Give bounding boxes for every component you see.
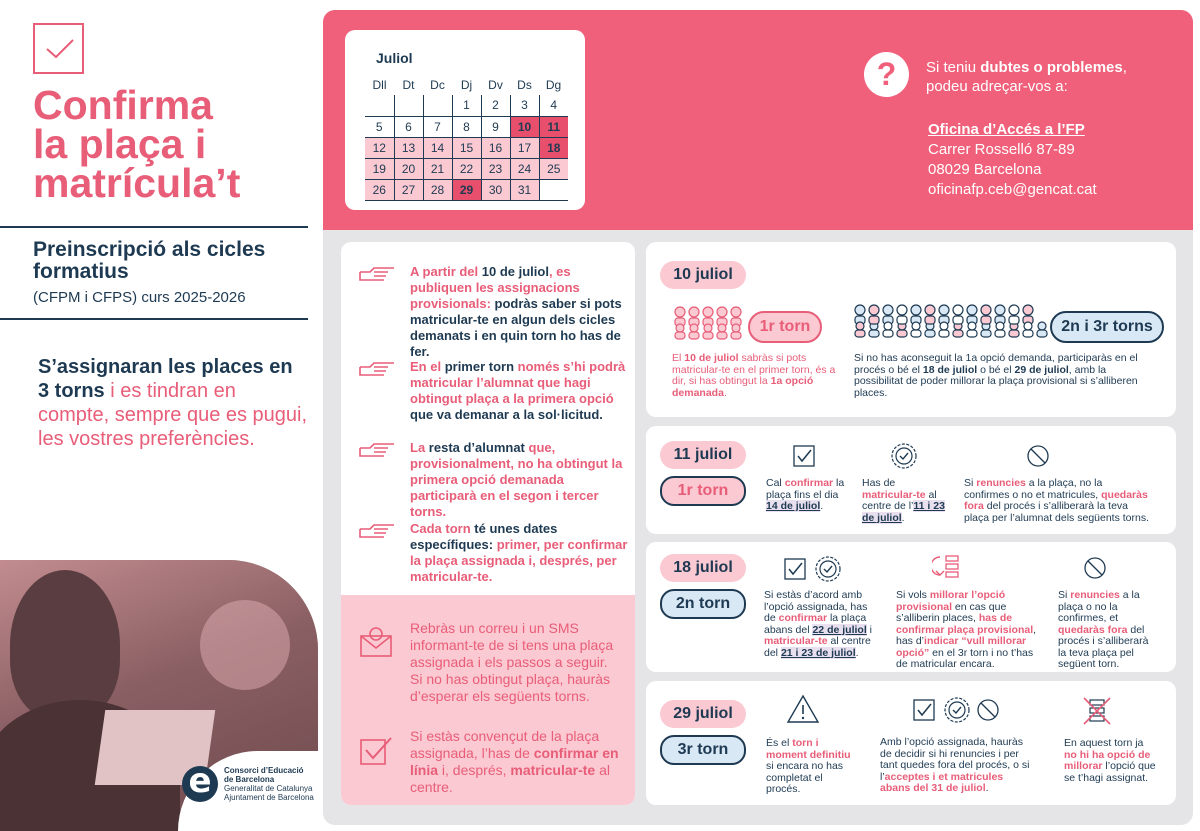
prohibited-icon (1083, 556, 1107, 580)
bullet-text: 10 de juliol (481, 264, 549, 279)
title-line: Confirma (33, 82, 213, 128)
people-group-icon (852, 302, 1052, 340)
text-highlight: no hi ha opció de millorar (1064, 748, 1151, 772)
calendar-day: 8 (452, 116, 481, 137)
calendar-day: 24 (510, 158, 539, 179)
torn-1-pill: 1r torn (748, 311, 822, 343)
calendar-day: 31 (510, 179, 539, 200)
bullet-text: té unes dates específiques: (410, 521, 558, 552)
office-contact (928, 120, 1097, 200)
text-part: a la plaça o no la confirmes, et (1058, 589, 1140, 624)
weekday-label: Dj (460, 77, 473, 92)
calendar-day-highlight: 18 (539, 137, 568, 158)
calendar-day: 4 (539, 95, 568, 116)
text-part: Si estàs d’acord amb l’opció assignada, has de (764, 589, 868, 624)
weekday-label: Dv (488, 77, 503, 92)
text-part: en cas que s’alliberin places, (896, 600, 1007, 624)
calendar-month: Juliol (376, 50, 413, 66)
text-underlined: 21 i 23 de juliol (780, 646, 856, 659)
calendar-day: 27 (394, 179, 423, 200)
seal-check-icon (890, 442, 918, 470)
office-city: 08029 Barcelona (928, 161, 1042, 178)
text-highlight: matricular-te (764, 635, 828, 647)
help-text (926, 58, 1127, 96)
calendar-day: 25 (539, 158, 568, 179)
text-part: sabràs si pots matricular-te en el primer torn, és a dir, si has obtingut la (672, 352, 836, 387)
bullet-text: En el (410, 359, 445, 374)
calendar-day: 21 (423, 158, 452, 179)
office-email[interactable]: oficinafp.ceb@gencat.cat (928, 181, 1097, 198)
calendar-day: 23 (481, 158, 510, 179)
checkmark-icon (33, 23, 84, 74)
course-label: (CFPM i CFPS) curs 2025-2026 (33, 289, 246, 306)
question-icon: ? (864, 52, 909, 97)
calendar-day: 2 (481, 95, 510, 116)
text-highlight: renuncies (976, 477, 1026, 489)
checkbox-seal-prohibited-icon (912, 697, 1002, 725)
page-title (33, 82, 313, 206)
calendar-day: 28 (423, 179, 452, 200)
confirm-text: Si estàs convençut de la plaça assignada, l’has de (410, 728, 600, 761)
calendar-day: 26 (365, 179, 394, 200)
text-highlight: acceptes i et matricules abans del 31 de juliol (880, 770, 1004, 794)
calendar-day (423, 95, 452, 116)
confirm-info (358, 728, 630, 798)
confirm-text: i, després, (438, 762, 511, 778)
weekday-label: Dt (402, 77, 415, 92)
text-part: . (985, 782, 989, 794)
office-street: Carrer Rosselló 87-89 (928, 141, 1075, 158)
calendar-day: 1 (452, 95, 481, 116)
calendar-day: 20 (394, 158, 423, 179)
text-bold: 29 de juliol (1014, 363, 1069, 376)
text-part: Has de (862, 477, 896, 489)
text-part: És el (766, 737, 793, 749)
bullet-item (358, 521, 630, 591)
bullet-text: només s’hi podrà matricular l’alumnat que hagi obtingut plaça a la primera opció (410, 359, 626, 406)
bullet-text: La (410, 440, 429, 455)
card1-text-1 (672, 353, 840, 399)
card3-renounce-text (1058, 590, 1152, 671)
text-underlined: 22 de juliol (812, 623, 867, 636)
confirm-bold: matricular-te (510, 762, 596, 778)
bullet-text: resta d’alumnat (428, 440, 525, 455)
help-text-part: , (1122, 59, 1127, 76)
logo-line: Consorci d’Educació (224, 766, 304, 775)
logo-line: Generalitat de Catalunya (224, 784, 313, 793)
calendar-day-highlight: 29 (452, 179, 481, 200)
bullet-item (358, 359, 630, 429)
text-part: al centre del (764, 635, 871, 659)
weekday-label: Dll (372, 77, 387, 92)
date-pill: 10 juliol (660, 261, 746, 289)
text-part: Amb l’opció assignada, hauràs de decidir si hi renuncies i per tant quedes fora del procés, o si l’ (880, 736, 1030, 783)
text-part: a la plaça, no la confirmes o no et matricules, (964, 477, 1103, 501)
text-part: Si vols (896, 589, 930, 601)
card2-confirm-text (766, 478, 846, 513)
card4-no-improve-text (1064, 738, 1156, 784)
text-highlight: indicar “vull millorar opció” (896, 635, 1027, 659)
text-part: si encara no has completat el procés. (766, 760, 844, 795)
torn-pill: 1r torn (660, 476, 746, 506)
consorci-logo (182, 761, 314, 802)
text-highlight: matricular-te (862, 488, 926, 501)
bullet-text: que, provisionalment, no ha obtingut la primera opció demanada participarà en el segon i tercer torns. (410, 440, 623, 519)
assign-rest: i es tindran en compte, sempre que es pugui, les vostres preferències. (38, 380, 308, 450)
text-part: al centre de l’ (862, 488, 937, 512)
assign-bold: S’assignaran les places en 3 torns (38, 356, 293, 402)
calendar-day: 5 (365, 116, 394, 137)
text-highlight: renuncies (1070, 589, 1120, 601)
checkbox-icon (792, 444, 816, 468)
card4-final-text (766, 738, 858, 796)
calendar-day-highlight: 10 (510, 116, 539, 137)
text-part: . (901, 511, 905, 524)
text-highlight: has de confirmar plaça provisional (896, 612, 1034, 636)
date-pill: 29 juliol (660, 700, 746, 728)
text-part: o bé el (977, 363, 1015, 376)
calendar-grid (365, 74, 568, 201)
text-part: . (723, 386, 727, 399)
mail-info (358, 620, 630, 715)
help-text-part: Si teniu (926, 59, 981, 76)
text-part: El (672, 352, 685, 364)
text-part: Si (964, 477, 977, 489)
text-highlight: confirmar (784, 477, 834, 489)
text-part: En aquest torn ja (1064, 737, 1144, 749)
date-pill: 11 juliol (660, 441, 746, 469)
weekday-label: Dc (430, 77, 445, 92)
calendar-day: 7 (423, 116, 452, 137)
text-bold: 1a opció demanada (672, 375, 814, 399)
text-part: , amb la possibilitat de poder millorar la plaça provisional si s’alliberen places. (854, 363, 1138, 399)
bullet-text: que va demanar a la sol·licitud. (410, 407, 603, 422)
weekday-label: Ds (517, 77, 532, 92)
mail-icon (358, 624, 394, 660)
pointing-hand-icon (358, 521, 398, 543)
torn-pill: 3r torn (660, 735, 746, 765)
calendar-day: 9 (481, 116, 510, 137)
logo-line: de Barcelona (224, 775, 275, 784)
text-part: Cal (766, 477, 785, 489)
text-part: Si no has aconseguit la 1a opció demanda, participaràs en el procés o bé el (854, 352, 1138, 376)
calendar-day: 16 (481, 137, 510, 158)
bullet-text: podràs saber si pots matricular-te en algun dels cicles demanats i en quin torn ho has de fer. (410, 296, 622, 359)
no-improve-icon (1081, 695, 1113, 727)
card3-confirm-text (764, 590, 880, 659)
subtitle: Preinscripció als cicles formatius (33, 238, 266, 283)
text-part: l’opció que se t’hagi assignat. (1064, 760, 1156, 784)
text-part: del procés i s’alliberarà la teva plaça pel següent torn. (1058, 623, 1149, 670)
text-part: la plaça fins el dia (766, 477, 845, 501)
calendar-day: 19 (365, 158, 394, 179)
calendar-day: 14 (423, 137, 452, 158)
torn-2-3-pill: 2n i 3r torns (1050, 311, 1164, 343)
text-highlight: torn i moment definitiu (766, 737, 851, 761)
card4-decide-text (880, 737, 1030, 795)
checkbox-icon (358, 732, 394, 768)
people-group-icon (672, 304, 758, 340)
help-text-line: podeu adreçar-vos a: (926, 78, 1068, 95)
calendar-day: 13 (394, 137, 423, 158)
calendar-day: 30 (481, 179, 510, 200)
card2-renounce-text (964, 478, 1150, 524)
text-highlight: quedaràs fora (964, 488, 1148, 512)
bullet-text: primer torn (444, 359, 515, 374)
logo-mark: e (182, 766, 218, 802)
text-highlight: confirmar (778, 612, 828, 624)
calendar-day: 22 (452, 158, 481, 179)
pointing-hand-icon (358, 440, 398, 462)
help-text-bold: dubtes o problemes (980, 59, 1123, 76)
title-line: la plaça i (33, 121, 207, 167)
text-part: Si (1058, 589, 1071, 601)
card3-improve-text (896, 590, 1044, 671)
divider (0, 226, 308, 228)
weekday-label: Dg (545, 77, 562, 92)
prohibited-icon (1026, 444, 1050, 468)
calendar-day: 12 (365, 137, 394, 158)
text-bold: 10 de juliol (684, 352, 739, 364)
text-underlined: 14 de juliol (766, 500, 821, 512)
text-highlight: quedaràs fora (1058, 623, 1128, 636)
calendar-day (539, 179, 568, 200)
card1-text-2 (854, 353, 1144, 399)
calendar-day (365, 95, 394, 116)
calendar-day-highlight: 11 (539, 116, 568, 137)
text-part: . (855, 646, 859, 659)
text-part: en el 3r torn i no t’has de matricular encara. (896, 646, 1034, 670)
bullet-item (358, 440, 630, 519)
calendar-day: 15 (452, 137, 481, 158)
checkbox-seal-icon (783, 556, 845, 584)
torn-pill: 2n torn (660, 589, 746, 619)
text-underlined: 11 i 23 de juliol (862, 500, 945, 524)
logo-line: Ajuntament de Barcelona (224, 793, 314, 802)
assign-text (38, 355, 308, 451)
bullet-text: Cada torn (410, 521, 471, 536)
list-improve-icon (932, 553, 962, 581)
pointing-hand-icon (358, 359, 398, 381)
office-name-link[interactable]: Oficina d’Accés a l’FP (928, 121, 1085, 138)
bullet-text: primer, per confirmar la plaça assignada i, després, per matricular-te. (410, 537, 628, 584)
text-part: del procés i s’alliberarà la teva plaça per l’alumnat dels següents torns. (964, 500, 1150, 524)
text-bold: 18 de juliol (922, 363, 978, 376)
calendar-day: 3 (510, 95, 539, 116)
text-part: la plaça abans del (764, 612, 867, 636)
confirm-bold: confirmar en línia (410, 745, 619, 778)
text-highlight: millorar l’opció provisional (896, 589, 1006, 613)
card2-enrol-text (862, 478, 950, 524)
calendar-day: 17 (510, 137, 539, 158)
warning-icon (786, 694, 820, 724)
date-pill: 18 juliol (660, 554, 746, 582)
divider (0, 318, 308, 320)
bullet-item (358, 264, 630, 359)
bullet-text: A partir del (410, 264, 482, 279)
pointing-hand-icon (358, 264, 398, 286)
confirm-text: al centre. (410, 762, 610, 795)
text-part: . (820, 500, 824, 512)
calendar-day: 6 (394, 116, 423, 137)
mail-text: Rebràs un correu i un SMS informant-te de si tens una plaça assignada i els passos a seguir. Si no has obtingut plaça, hauràs d’esperar els següents torns. (410, 620, 614, 704)
bullet-text: , es publiquen les assignacions provisionals: (410, 264, 580, 311)
title-line: matrícula’t (33, 160, 241, 206)
calendar-day (394, 95, 423, 116)
text-part: , has d’ (896, 623, 1037, 647)
text-part: i (866, 623, 872, 636)
